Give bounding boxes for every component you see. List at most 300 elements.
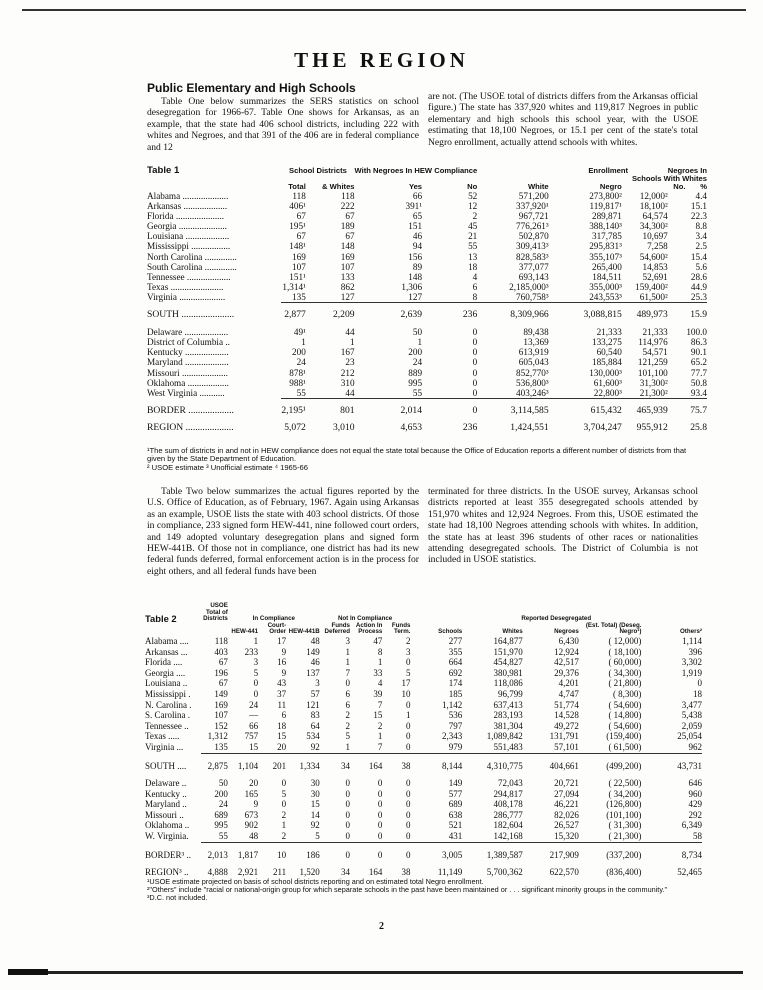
cell-est: ( 8,300)	[612, 688, 642, 699]
cell-wh: 142,168	[462, 831, 522, 842]
cell-h441b: 3	[315, 678, 320, 689]
cell-act: 0	[350, 831, 382, 842]
table2-header-whites: Whites	[502, 628, 523, 636]
table2-paragraph-right: terminated for three districts. In the USOE survey, Arkansas school districts reported at least 355 desegregated schools attended by 151,970 whites and 12,924 Negroes. From this, USOE estimated the state had 18,100 Negroes attending schools with whites. In addition, the state has at least 396 students of other races or nationalities attending desegregated schools. The District of Columbia is not included in USOE statistics.	[428, 486, 698, 566]
cell-def: 0	[320, 831, 350, 842]
cell-nn: 61,500²	[622, 292, 668, 303]
cell-h441: 0	[253, 688, 259, 699]
section-heading: Public Elementary and High Schools	[147, 81, 356, 95]
cell-h441: 2,921	[237, 867, 259, 878]
table-row	[145, 700, 702, 711]
cell-pct: 5.6	[695, 261, 707, 272]
cell-est: ( 21,300)	[579, 831, 642, 842]
table1-header-no: No	[467, 182, 478, 191]
table-1	[147, 167, 707, 433]
cell-nn: 10,697	[642, 231, 668, 242]
table1-header-yes: Yes	[408, 182, 423, 191]
cell-pct: 2.5	[695, 241, 707, 252]
cell-nn: 114,976	[638, 337, 668, 348]
cell-oth: 292	[688, 809, 702, 820]
cell-pct: 25.3	[668, 292, 707, 303]
cell-court: 2	[281, 809, 287, 820]
cell-act: 0	[377, 799, 383, 810]
cell-neg: 42,517	[554, 657, 579, 668]
cell-state: Florida .....................	[147, 211, 225, 222]
table-row	[145, 647, 702, 658]
cell-yes: 65	[412, 211, 423, 222]
cell-neg: 4,201	[558, 678, 579, 689]
table2-footnote-1: ¹USOE estimate projected on basis of school districts reporting and on estimated total Negro enrollment.	[147, 877, 484, 886]
cell-negro: 3,704,247	[583, 421, 622, 433]
cell-total: 67	[296, 231, 306, 242]
cell-yes: 200	[408, 347, 423, 358]
table1-header-negroes-in: Negroes In	[667, 166, 707, 175]
cell-state: SOUTH ......................	[147, 309, 235, 321]
cell-tot: 152	[214, 720, 228, 731]
cell-white: 693,143	[518, 271, 549, 282]
cell-h441b: 137	[306, 667, 320, 678]
cell-no: 2	[472, 211, 478, 222]
cell-negro: 185,884	[591, 357, 622, 368]
cell-tot: 149	[214, 688, 228, 699]
table-row	[147, 241, 707, 251]
cell-act: 0	[377, 809, 383, 820]
cell-est: ( 14,800)	[608, 710, 642, 721]
cell-state: Kentucky ...................	[147, 347, 229, 358]
cell-sch: 3,005	[442, 849, 463, 860]
cell-ww: 118	[341, 191, 355, 201]
cell-white: 502,870	[518, 231, 549, 242]
cell-court: 15	[277, 731, 287, 742]
cell-term: 10	[401, 688, 411, 699]
cell-no: 0	[472, 327, 478, 338]
cell-est: ( 31,300)	[608, 820, 642, 831]
cell-nn: 52,691	[642, 271, 668, 282]
cell-act: 1	[377, 657, 383, 668]
cell-total: 24	[296, 357, 306, 368]
cell-tot: 107	[214, 710, 228, 721]
cell-court: 18	[277, 720, 287, 731]
cell-sch: 577	[448, 788, 463, 799]
cell-h441: 9	[253, 799, 259, 810]
cell-def: 0	[345, 849, 350, 860]
cell-neg: 82,026	[554, 809, 579, 820]
cell-tot: 196	[214, 667, 228, 678]
cell-state: West Virginia ...........	[147, 387, 225, 398]
cell-white: 852,770³	[516, 367, 549, 378]
cell-nn: 12,000²	[639, 191, 668, 201]
cell-ww: 67	[345, 211, 355, 222]
table2-header-usoe-total: USOE Total of Districts	[203, 602, 228, 623]
cell-def: 1	[345, 657, 350, 668]
table1-body	[147, 191, 707, 433]
cell-wh: 408,178	[493, 799, 523, 810]
cell-oth: 1,114	[682, 635, 702, 646]
cell-h441: 3	[253, 657, 259, 668]
cell-term: 17	[401, 678, 411, 689]
table-row	[145, 678, 702, 689]
table-row	[145, 668, 702, 679]
table-row	[147, 388, 707, 399]
table-row	[145, 810, 702, 821]
table-row	[147, 368, 707, 378]
cell-act: 7	[377, 699, 383, 710]
cell-neg: 14,528	[554, 710, 579, 721]
cell-state: Louisiana ..	[145, 678, 188, 689]
cell-wh: 1,089,842	[486, 731, 523, 742]
cell-neg: 29,376	[554, 667, 579, 678]
cell-term: 0	[405, 778, 411, 789]
cell-neg: 131,791	[549, 731, 579, 742]
cell-h441: 48	[228, 831, 258, 842]
table-row	[145, 721, 702, 732]
table2-header-funds-term: Funds Term.	[391, 621, 411, 636]
cell-est: (159,400)	[606, 731, 642, 742]
cell-court: 37	[277, 688, 287, 699]
cell-tot: 169	[214, 699, 228, 710]
cell-term: 38	[401, 760, 411, 771]
cell-state: Virginia ...	[145, 742, 184, 753]
cell-tot: 55	[201, 831, 228, 842]
cell-no: 0	[472, 377, 478, 388]
cell-sch: 536	[448, 710, 463, 721]
intro-paragraph-left: Table One below summarizes the SERS statistics on school desegregation for 1966-67. Table One shows for Arkansas, as an example, that the state had 406 school districts, including 222 with whites and Negroes, and that 391 of the 406 are in federal compliance and 12	[147, 96, 419, 153]
cell-oth: 960	[688, 788, 702, 799]
cell-total: 107	[292, 261, 306, 272]
cell-state: South Carolina ..............	[147, 261, 237, 272]
cell-state: Delaware ...................	[147, 327, 229, 338]
cell-court: 0	[281, 799, 287, 810]
table1-header-schools-with-whites: Schools With Whites	[631, 174, 707, 183]
cell-white: 613,919	[518, 347, 549, 358]
table2-header-hew441b: HEW-441B	[288, 628, 320, 636]
table-row	[147, 347, 707, 357]
table-row	[145, 657, 702, 668]
cell-negro: 133,275	[591, 337, 622, 348]
cell-total: 200	[292, 347, 306, 358]
cell-state: Georgia ....	[145, 667, 186, 678]
table2-header-schools: Schools	[438, 628, 463, 636]
cell-negro: 61,600³	[593, 377, 622, 388]
cell-tot: 50	[218, 778, 228, 789]
cell-ww: 167	[340, 347, 355, 358]
cell-white: 13,369	[523, 337, 549, 348]
cell-tot: 689	[214, 809, 228, 820]
cell-h441b: 5	[286, 831, 320, 842]
cell-neg: 26,527	[554, 820, 579, 831]
cell-no: 0	[472, 337, 478, 348]
table-row	[145, 799, 702, 810]
cell-total: 2,877	[284, 309, 306, 321]
cell-tot: 135	[201, 742, 228, 753]
table-row	[145, 689, 702, 700]
table2-footnote-3: ³D.C. not included.	[147, 892, 208, 902]
cell-def: 1	[320, 742, 350, 753]
cell-court: 43	[277, 678, 287, 689]
cell-negro: 265,400	[591, 261, 622, 272]
cell-nn: 34,300²	[639, 221, 668, 232]
cell-pct: 86.3	[690, 337, 707, 348]
cell-oth: 0	[697, 678, 702, 689]
cell-nn: 159,400²	[635, 281, 668, 292]
cell-act: 164	[368, 760, 383, 771]
cell-def: 3	[345, 635, 350, 646]
table-row	[147, 378, 707, 388]
table1-caption: Table 1	[147, 165, 180, 176]
cell-term: 0	[405, 799, 411, 810]
cell-h441b: 92	[310, 820, 320, 831]
cell-est: ( 54,600)	[608, 699, 642, 710]
cell-state: Oklahoma ..	[145, 820, 190, 831]
bottom-rule	[8, 971, 743, 974]
cell-state: N. Carolina .	[145, 699, 192, 710]
cell-wh: 380,981	[493, 667, 523, 678]
cell-neg: 217,909	[549, 849, 579, 860]
cell-act: 2	[377, 720, 383, 731]
table2-footnote-2: ²"Others" include "racial or national-origin group for which separate schools in the past have been maintained or . . . significant minority groups in the community."	[147, 884, 668, 894]
cell-h441b: 149	[306, 646, 320, 657]
cell-state: Texas .......................	[147, 281, 224, 292]
cell-total: 878¹	[289, 367, 306, 378]
cell-court: 9	[281, 667, 287, 678]
cell-est: ( 60,000)	[608, 657, 642, 668]
cell-est: (337,200)	[606, 849, 642, 860]
cell-total: 5,072	[284, 421, 306, 433]
cell-h441: 0	[253, 678, 259, 689]
cell-oth: 18	[693, 688, 702, 699]
cell-h441b: 15	[310, 799, 320, 810]
cell-def: 0	[345, 799, 350, 810]
cell-h441: 165	[244, 788, 259, 799]
cell-yes: 50	[412, 327, 423, 338]
cell-no: 12	[468, 201, 478, 212]
cell-yes: 24	[412, 357, 423, 368]
cell-court: 17	[277, 635, 287, 646]
cell-total: 195¹	[289, 221, 306, 232]
table-row	[145, 831, 702, 842]
cell-oth: 8,734	[681, 849, 702, 860]
cell-negro: 60,540	[596, 347, 622, 358]
cell-oth: 25,054	[677, 731, 702, 742]
cell-def: 1	[345, 646, 350, 657]
cell-ww: 44	[306, 388, 355, 399]
cell-no: 236	[462, 309, 478, 321]
cell-nn: 64,574	[642, 211, 668, 222]
cell-h441: 902	[244, 820, 259, 831]
cell-yes: 94	[412, 241, 423, 252]
cell-est: ( 61,500)	[579, 742, 642, 753]
cell-h441b: 57	[310, 688, 320, 699]
cell-tot: 24	[218, 799, 228, 810]
table1-header-pct: %	[700, 182, 707, 191]
table-row	[147, 337, 707, 347]
cell-state: Maryland ..	[145, 799, 187, 810]
cell-ww: 3,010	[332, 421, 355, 433]
cell-ww: 189	[340, 221, 355, 232]
cell-total: 406¹	[289, 201, 306, 212]
page-number: 2	[379, 921, 384, 932]
cell-negro: 289,871	[591, 211, 622, 222]
table-row	[147, 211, 707, 221]
cell-no: 0	[422, 388, 477, 399]
cell-negro: 295,831³	[589, 241, 622, 252]
cell-negro: 22,800³	[549, 388, 622, 399]
cell-ww: 222	[340, 201, 355, 212]
table-row	[145, 742, 702, 753]
cell-pct: 22.3	[690, 211, 707, 222]
cell-court: 2	[258, 831, 286, 842]
cell-court: 0	[281, 778, 287, 789]
cell-h441b: 46	[310, 657, 320, 668]
cell-nn: 101,100	[637, 367, 668, 378]
cell-negro: 243,553³	[549, 292, 622, 303]
cell-pct: 3.4	[695, 231, 707, 242]
cell-wh: 294,817	[493, 788, 523, 799]
cell-total: 135	[281, 292, 305, 303]
cell-h441b: 14	[310, 809, 320, 820]
cell-wh: 637,413	[493, 699, 523, 710]
cell-tot: 200	[214, 788, 228, 799]
cell-total: 148¹	[289, 241, 306, 252]
table1-header-enrollment: Enrollment	[588, 166, 629, 175]
cell-state: Florida ....	[145, 657, 183, 668]
table-row	[145, 731, 702, 742]
table-row	[145, 636, 702, 647]
cell-state: S. Carolina .	[145, 710, 190, 721]
table-row	[147, 423, 707, 433]
cell-court: 11	[277, 699, 287, 710]
cell-term: 5	[405, 667, 411, 678]
cell-ww: 862	[340, 281, 355, 292]
cell-no: 0	[472, 367, 478, 378]
table-row	[147, 292, 707, 303]
cell-neg: 12,924	[554, 646, 579, 657]
cell-oth: 1,919	[681, 667, 702, 678]
cell-h441: 20	[249, 778, 259, 789]
table2-header-not-in-compliance: Not In Compliance	[337, 615, 393, 623]
cell-total: 49¹	[293, 327, 306, 338]
table-row	[145, 778, 702, 789]
cell-est: ( 54,600)	[608, 720, 642, 731]
cell-total: 988¹	[289, 377, 306, 388]
cell-est: ( 12,000)	[608, 635, 642, 646]
cell-state: REGION³ ..	[145, 867, 189, 878]
cell-h441: 233	[244, 646, 259, 657]
cell-court: 16	[277, 657, 287, 668]
cell-ww: 133	[340, 271, 355, 282]
table2-header-funds-deferred: Funds Deferred	[324, 621, 350, 636]
cell-nn: 54,600²	[639, 251, 668, 262]
cell-white: 337,920¹	[516, 201, 549, 212]
cell-state: Arkansas ...................	[147, 201, 228, 212]
cell-no: 18	[468, 261, 478, 272]
cell-def: 5	[345, 731, 350, 742]
cell-tot: 67	[218, 678, 228, 689]
cell-white: 605,043	[518, 357, 549, 368]
table-2	[145, 603, 702, 878]
cell-nn: 7,258	[647, 241, 668, 252]
cell-wh: 286,777	[493, 809, 523, 820]
cell-wh: 182,604	[493, 820, 523, 831]
cell-h441: 66	[249, 720, 259, 731]
table-row	[145, 710, 702, 721]
cell-est: ( 18,100)	[608, 646, 642, 657]
cell-court: 6	[281, 710, 287, 721]
cell-est: ( 22,500)	[608, 778, 642, 789]
cell-no: 6	[472, 281, 478, 292]
cell-pct: 65.2	[690, 357, 707, 368]
cell-def: 2	[345, 710, 350, 721]
cell-state: District of Columbia ..	[147, 337, 230, 348]
cell-no: 13	[468, 251, 478, 262]
cell-h441b: 83	[310, 710, 320, 721]
cell-pct: 28.6	[690, 271, 707, 282]
cell-term: 38	[401, 867, 411, 878]
cell-sch: 979	[410, 742, 462, 753]
cell-h441: —	[249, 710, 259, 721]
cell-h441: 15	[228, 742, 258, 753]
cell-act: 0	[377, 788, 383, 799]
cell-state: Missouri ..	[145, 809, 184, 820]
table-row	[147, 282, 707, 292]
table2-header-in-compliance: In Compliance	[252, 615, 295, 623]
cell-white: 536,800³	[516, 377, 549, 388]
cell-ww: 801	[340, 404, 355, 416]
table2-caption: Table 2	[145, 613, 177, 625]
cell-state: Maryland ...................	[147, 357, 229, 368]
table2-paragraph-left: Table Two below summarizes the actual figures reported by the U.S. Office of Education, as of February, 1967. Again using Arkansas as an example, USOE lists the state with 403 school districts. Of those in compliance, 233 signed form HEW-441, nine followed court orders, and 149 adopted voluntary desegregation plans and signed form HEW-441B. Of those not in compliance, one district has had its new federal funds deferred, formal enforcement action is in the process for eight others, and all federal funds have been	[147, 486, 419, 577]
cell-term: 3	[405, 646, 411, 657]
cell-h441: 757	[244, 731, 259, 742]
cell-state: Alabama ....................	[147, 191, 229, 201]
cell-sch: 149	[448, 778, 463, 789]
cell-oth: 429	[688, 799, 702, 810]
cell-h441b: 92	[286, 742, 320, 753]
cell-wh: 151,970	[493, 646, 523, 657]
cell-state: Oklahoma ..................	[147, 377, 229, 388]
cell-neg: 15,320	[523, 831, 579, 842]
cell-oth: 3,477	[681, 699, 702, 710]
cell-state: SOUTH ....	[145, 760, 187, 771]
cell-term: 2	[405, 635, 411, 646]
cell-oth: 43,731	[677, 760, 702, 771]
cell-state: Arkansas ...	[145, 646, 188, 657]
cell-yes: 1	[417, 337, 423, 348]
cell-sch: 11,149	[437, 867, 463, 878]
cell-sch: 2,343	[442, 731, 463, 742]
cell-wh: 5,700,362	[486, 867, 523, 878]
cell-oth: 58	[641, 831, 702, 842]
cell-total: 1,314¹	[282, 281, 306, 292]
cell-act: 0	[377, 849, 383, 860]
cell-oth: 52,465	[677, 867, 702, 878]
table-row	[147, 272, 707, 282]
cell-neg: 57,101	[523, 742, 579, 753]
cell-tot: 403	[214, 646, 228, 657]
cell-yes: 46	[412, 231, 423, 242]
cell-total: 169	[292, 251, 306, 262]
cell-h441: 1,104	[237, 760, 259, 771]
cell-act: 39	[373, 688, 383, 699]
table-row	[145, 789, 702, 800]
cell-pct: 25.8	[690, 421, 707, 433]
cell-term: 0	[405, 820, 411, 831]
cell-act: 15	[373, 710, 383, 721]
bottom-rule-mark	[8, 969, 48, 975]
cell-state: Tennessee ...................	[147, 271, 231, 282]
table-row	[147, 231, 707, 241]
table1-header-whites-negroes: & Whites	[322, 182, 355, 191]
